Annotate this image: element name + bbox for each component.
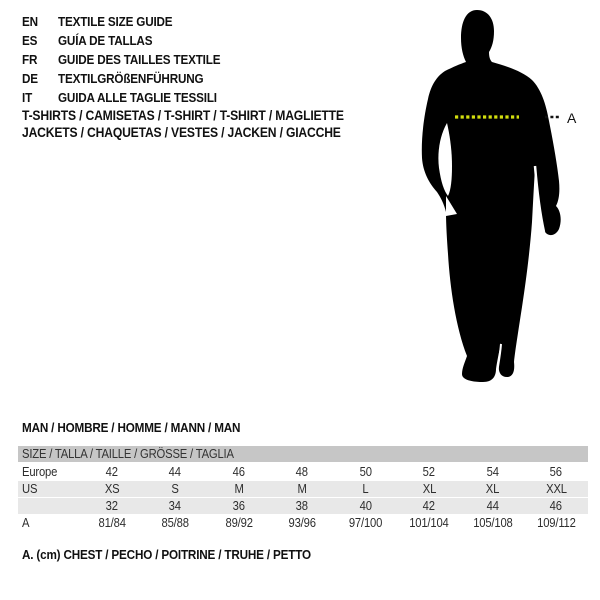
size-cell: 81/84 bbox=[98, 516, 126, 530]
size-table bbox=[18, 446, 588, 532]
size-cell: 42 bbox=[105, 465, 118, 479]
category-text: JACKETS / CHAQUETAS / VESTES / JACKEN / GIACCHE bbox=[22, 125, 341, 140]
size-cell: M bbox=[234, 482, 244, 496]
size-cell: XL bbox=[422, 482, 436, 496]
language-title: GUÍA DE TALLAS bbox=[58, 33, 153, 48]
language-title: GUIDE DES TAILLES TEXTILE bbox=[58, 52, 221, 67]
section-title-text: MAN / HOMBRE / HOMME / MANN / MAN bbox=[22, 420, 241, 435]
size-cell: 101/104 bbox=[409, 516, 449, 530]
table-row-us-numeric bbox=[18, 498, 588, 514]
row-label: A bbox=[22, 516, 30, 530]
language-code: FR bbox=[22, 52, 38, 67]
size-cell: 50 bbox=[359, 465, 372, 479]
category-line-tshirts bbox=[22, 107, 380, 124]
table-row-us bbox=[18, 481, 588, 497]
size-cell: 42 bbox=[423, 499, 436, 513]
language-code: ES bbox=[22, 33, 38, 48]
garment-categories bbox=[22, 107, 380, 141]
size-cell: XL bbox=[486, 482, 500, 496]
size-cell: 48 bbox=[296, 465, 309, 479]
category-text: T-SHIRTS / CAMISETAS / T-SHIRT / T-SHIRT / MAGLIETTE bbox=[22, 108, 344, 123]
size-cell: S bbox=[171, 482, 179, 496]
measurement-footnote bbox=[22, 547, 343, 563]
size-table-header bbox=[18, 446, 588, 462]
size-cell: M bbox=[297, 482, 307, 496]
size-cell: 46 bbox=[550, 499, 563, 513]
language-row bbox=[22, 88, 238, 107]
language-title: TEXTILGRÖßENFÜHRUNG bbox=[58, 71, 204, 86]
language-title: TEXTILE SIZE GUIDE bbox=[58, 14, 173, 29]
language-row bbox=[22, 31, 238, 50]
man-silhouette-figure bbox=[405, 0, 600, 400]
size-cell: 46 bbox=[232, 465, 245, 479]
size-cell: 36 bbox=[232, 499, 245, 513]
language-code: IT bbox=[22, 90, 33, 105]
measure-label-a: A bbox=[567, 110, 577, 126]
language-row bbox=[22, 50, 238, 69]
language-list bbox=[22, 12, 238, 107]
size-cell: 56 bbox=[550, 465, 563, 479]
size-cell: XXL bbox=[545, 482, 567, 496]
size-cell: 54 bbox=[486, 465, 499, 479]
language-row bbox=[22, 69, 238, 88]
size-cell: 32 bbox=[105, 499, 118, 513]
size-cell: 109/112 bbox=[536, 516, 576, 530]
size-cell: 105/108 bbox=[473, 516, 513, 530]
size-cell: 93/96 bbox=[288, 516, 316, 530]
size-cell: 89/92 bbox=[225, 516, 253, 530]
footnote-text: A. (cm) CHEST / PECHO / POITRINE / TRUHE / PETTO bbox=[22, 547, 311, 562]
size-cell: XS bbox=[104, 482, 120, 496]
row-label: Europe bbox=[22, 465, 58, 479]
size-cell: 38 bbox=[296, 499, 309, 513]
language-code: EN bbox=[22, 14, 38, 29]
size-cell: 40 bbox=[359, 499, 372, 513]
size-table-header-text: SIZE / TALLA / TAILLE / GRÖSSE / TAGLIA bbox=[22, 447, 234, 461]
language-row bbox=[22, 12, 238, 31]
size-cell: 97/100 bbox=[349, 516, 383, 530]
category-line-jackets bbox=[22, 124, 380, 141]
size-cell: 52 bbox=[423, 465, 436, 479]
size-cell: 34 bbox=[169, 499, 182, 513]
row-label bbox=[18, 498, 80, 514]
language-code: DE bbox=[22, 71, 38, 86]
row-label: US bbox=[22, 482, 38, 496]
language-title: GUIDA ALLE TAGLIE TESSILI bbox=[58, 90, 217, 105]
table-row-europe bbox=[18, 464, 588, 480]
size-cell: L bbox=[362, 482, 369, 496]
size-cell: 85/88 bbox=[161, 516, 189, 530]
size-cell: 44 bbox=[486, 499, 499, 513]
section-title-man bbox=[22, 420, 265, 436]
table-row-chest-a bbox=[18, 515, 588, 531]
size-cell: 44 bbox=[169, 465, 182, 479]
man-silhouette bbox=[422, 10, 561, 382]
